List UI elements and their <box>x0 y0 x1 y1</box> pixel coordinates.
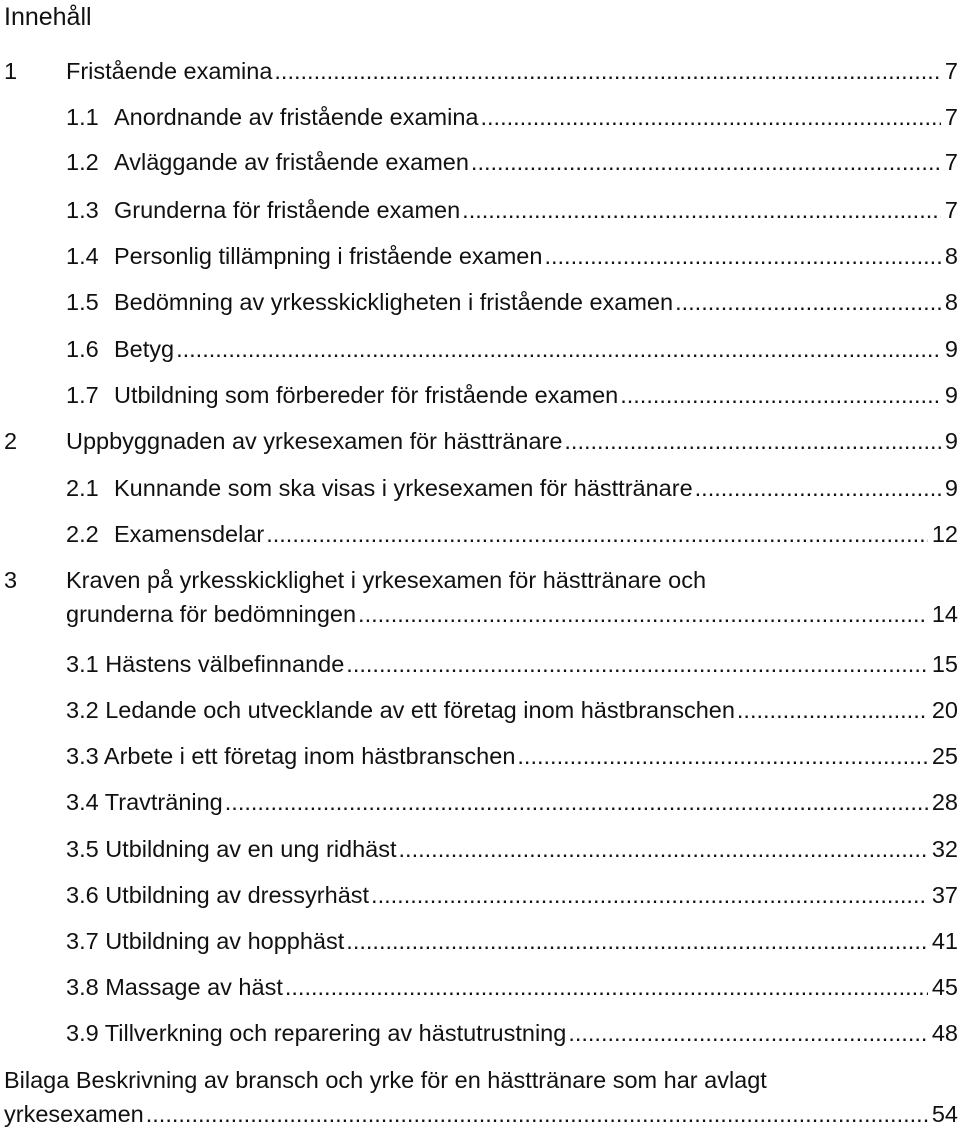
toc-entry-page: 14 <box>931 601 958 627</box>
dot-leader <box>225 785 928 819</box>
toc-entry-title: 3.9 Tillverkning och reparering av hästutrustning <box>66 1020 567 1046</box>
toc-entry-title: Anordnande av fristående examina <box>114 104 479 130</box>
toc-entry-title: Utbildning som förbereder för fristående examen <box>114 382 619 408</box>
toc-entry[interactable] <box>66 693 960 727</box>
toc-entry-page: 7 <box>944 58 958 84</box>
toc-entry-title: Kunnande som ska visas i yrkesexamen för hästtränare <box>114 475 693 501</box>
toc-entry-number: 1.3 <box>66 197 99 223</box>
toc-entry-number: 1.7 <box>66 382 99 408</box>
toc-title: Innehåll <box>4 3 92 31</box>
toc-entry-page: 25 <box>931 743 958 769</box>
toc-entry-page: 45 <box>931 974 958 1000</box>
toc-entry-page: 54 <box>931 1101 958 1127</box>
dot-leader <box>737 693 928 727</box>
toc-entry-number: 1.5 <box>66 289 99 315</box>
dot-leader <box>266 517 928 551</box>
toc-entry-title: 3.6 Utbildning av dressyrhäst <box>66 882 370 908</box>
toc-entry[interactable] <box>66 517 960 551</box>
toc-entry-page: 7 <box>944 104 958 130</box>
toc-entry-number: 2.1 <box>66 475 99 501</box>
toc-entry-page: 12 <box>931 521 958 547</box>
dot-leader <box>564 424 941 458</box>
toc-entry-page: 9 <box>944 336 958 362</box>
dot-leader <box>146 1097 928 1131</box>
dot-leader <box>675 285 941 319</box>
toc-entry-title-line2: grunderna för bedömningen <box>66 601 357 627</box>
toc-entry-title: Betyg <box>114 336 175 362</box>
toc-entry-title-line1: Kraven på yrkesskicklighet i yrkesexamen för hästtränare och <box>66 567 707 593</box>
toc-entry[interactable] <box>4 424 960 458</box>
toc-entry[interactable] <box>66 647 960 681</box>
toc-entry[interactable] <box>66 145 960 179</box>
toc-entry[interactable] <box>4 54 960 88</box>
toc-entry-page: 48 <box>931 1020 958 1046</box>
toc-entry-page: 9 <box>944 475 958 501</box>
toc-entry[interactable] <box>66 193 960 227</box>
dot-leader <box>481 100 941 134</box>
dot-leader <box>544 239 940 273</box>
toc-entry-page: 9 <box>944 382 958 408</box>
toc-entry[interactable] <box>66 924 960 958</box>
toc-entry-page: 7 <box>944 149 958 175</box>
toc-entry-page: 20 <box>931 697 958 723</box>
toc-entry-title: 3.8 Massage av häst <box>66 974 283 1000</box>
toc-entry-title: Grunderna för fristående examen <box>114 197 461 223</box>
toc-entry[interactable] <box>66 239 960 273</box>
toc-entry-page: 41 <box>931 928 958 954</box>
toc-entry-title: Fristående examina <box>66 58 273 84</box>
toc-entry-page: 32 <box>931 836 958 862</box>
toc-entry[interactable] <box>66 100 960 134</box>
dot-leader <box>695 471 941 505</box>
toc-entry-title: Examensdelar <box>114 521 265 547</box>
dot-leader <box>358 597 928 631</box>
dot-leader <box>346 647 928 681</box>
toc-entry-title: 3.5 Utbildning av en ung ridhäst <box>66 836 397 862</box>
toc-entry-number: 2 <box>4 428 18 454</box>
toc-entry[interactable] <box>66 1016 960 1050</box>
dot-leader <box>399 832 928 866</box>
toc-entry-title: 3.2 Ledande och utvecklande av ett företag inom hästbranschen <box>66 697 735 723</box>
toc-entry-title: Bedömning av yrkesskickligheten i fristående examen <box>114 289 674 315</box>
dot-leader <box>568 1016 928 1050</box>
toc-entry-title-line2: yrkesexamen <box>4 1101 144 1127</box>
toc-entry[interactable] <box>66 332 960 366</box>
toc-entry-page: 7 <box>944 197 958 223</box>
toc-entry-number: 1.1 <box>66 104 99 130</box>
toc-entry-title-line1: Bilaga Beskrivning av bransch och yrke för en hästtränare som har avlagt <box>4 1067 767 1093</box>
toc-entry-number: 3 <box>4 567 18 593</box>
toc-entry-page: 8 <box>944 289 958 315</box>
toc-entry-page: 8 <box>944 243 958 269</box>
dot-leader <box>371 878 928 912</box>
toc-entry-number: 1.6 <box>66 336 99 362</box>
toc-entry-page: 37 <box>931 882 958 908</box>
dot-leader <box>176 332 941 366</box>
toc-entry[interactable] <box>66 878 960 912</box>
dot-leader <box>462 193 941 227</box>
toc-entry-number: 1 <box>4 58 18 84</box>
toc-entry[interactable] <box>4 563 960 631</box>
toc-entry[interactable] <box>66 378 960 412</box>
toc-entry[interactable] <box>66 739 960 773</box>
toc-entry-title: Avläggande av fristående examen <box>114 149 469 175</box>
dot-leader <box>620 378 941 412</box>
dot-leader <box>274 54 941 88</box>
toc-entry-page: 28 <box>931 789 958 815</box>
toc-entry-title: Uppbyggnaden av yrkesexamen för hästtränare <box>66 428 563 454</box>
toc-entry-title: Personlig tillämpning i fristående examen <box>114 243 543 269</box>
toc-entry-page: 15 <box>931 651 958 677</box>
toc-entry[interactable] <box>4 1063 960 1131</box>
toc-entry[interactable] <box>66 285 960 319</box>
toc-entry-page: 9 <box>944 428 958 454</box>
toc-entry-title: 3.7 Utbildning av hopphäst <box>66 928 345 954</box>
toc-entry-title: 3.4 Travträning <box>66 789 223 815</box>
toc-entry-title: 3.3 Arbete i ett företag inom hästbranschen <box>66 743 516 769</box>
toc-entry-title: 3.1 Hästens välbefinnande <box>66 651 345 677</box>
toc-entry-number: 1.4 <box>66 243 99 269</box>
dot-leader <box>517 739 927 773</box>
toc-entry[interactable] <box>66 785 960 819</box>
dot-leader <box>471 145 941 179</box>
dot-leader <box>346 924 928 958</box>
toc-entry[interactable] <box>66 970 960 1004</box>
toc-entry-number: 1.2 <box>66 149 99 175</box>
toc-entry-number: 2.2 <box>66 521 99 547</box>
toc-entry[interactable] <box>66 832 960 866</box>
dot-leader <box>285 970 928 1004</box>
toc-entry[interactable] <box>66 471 960 505</box>
